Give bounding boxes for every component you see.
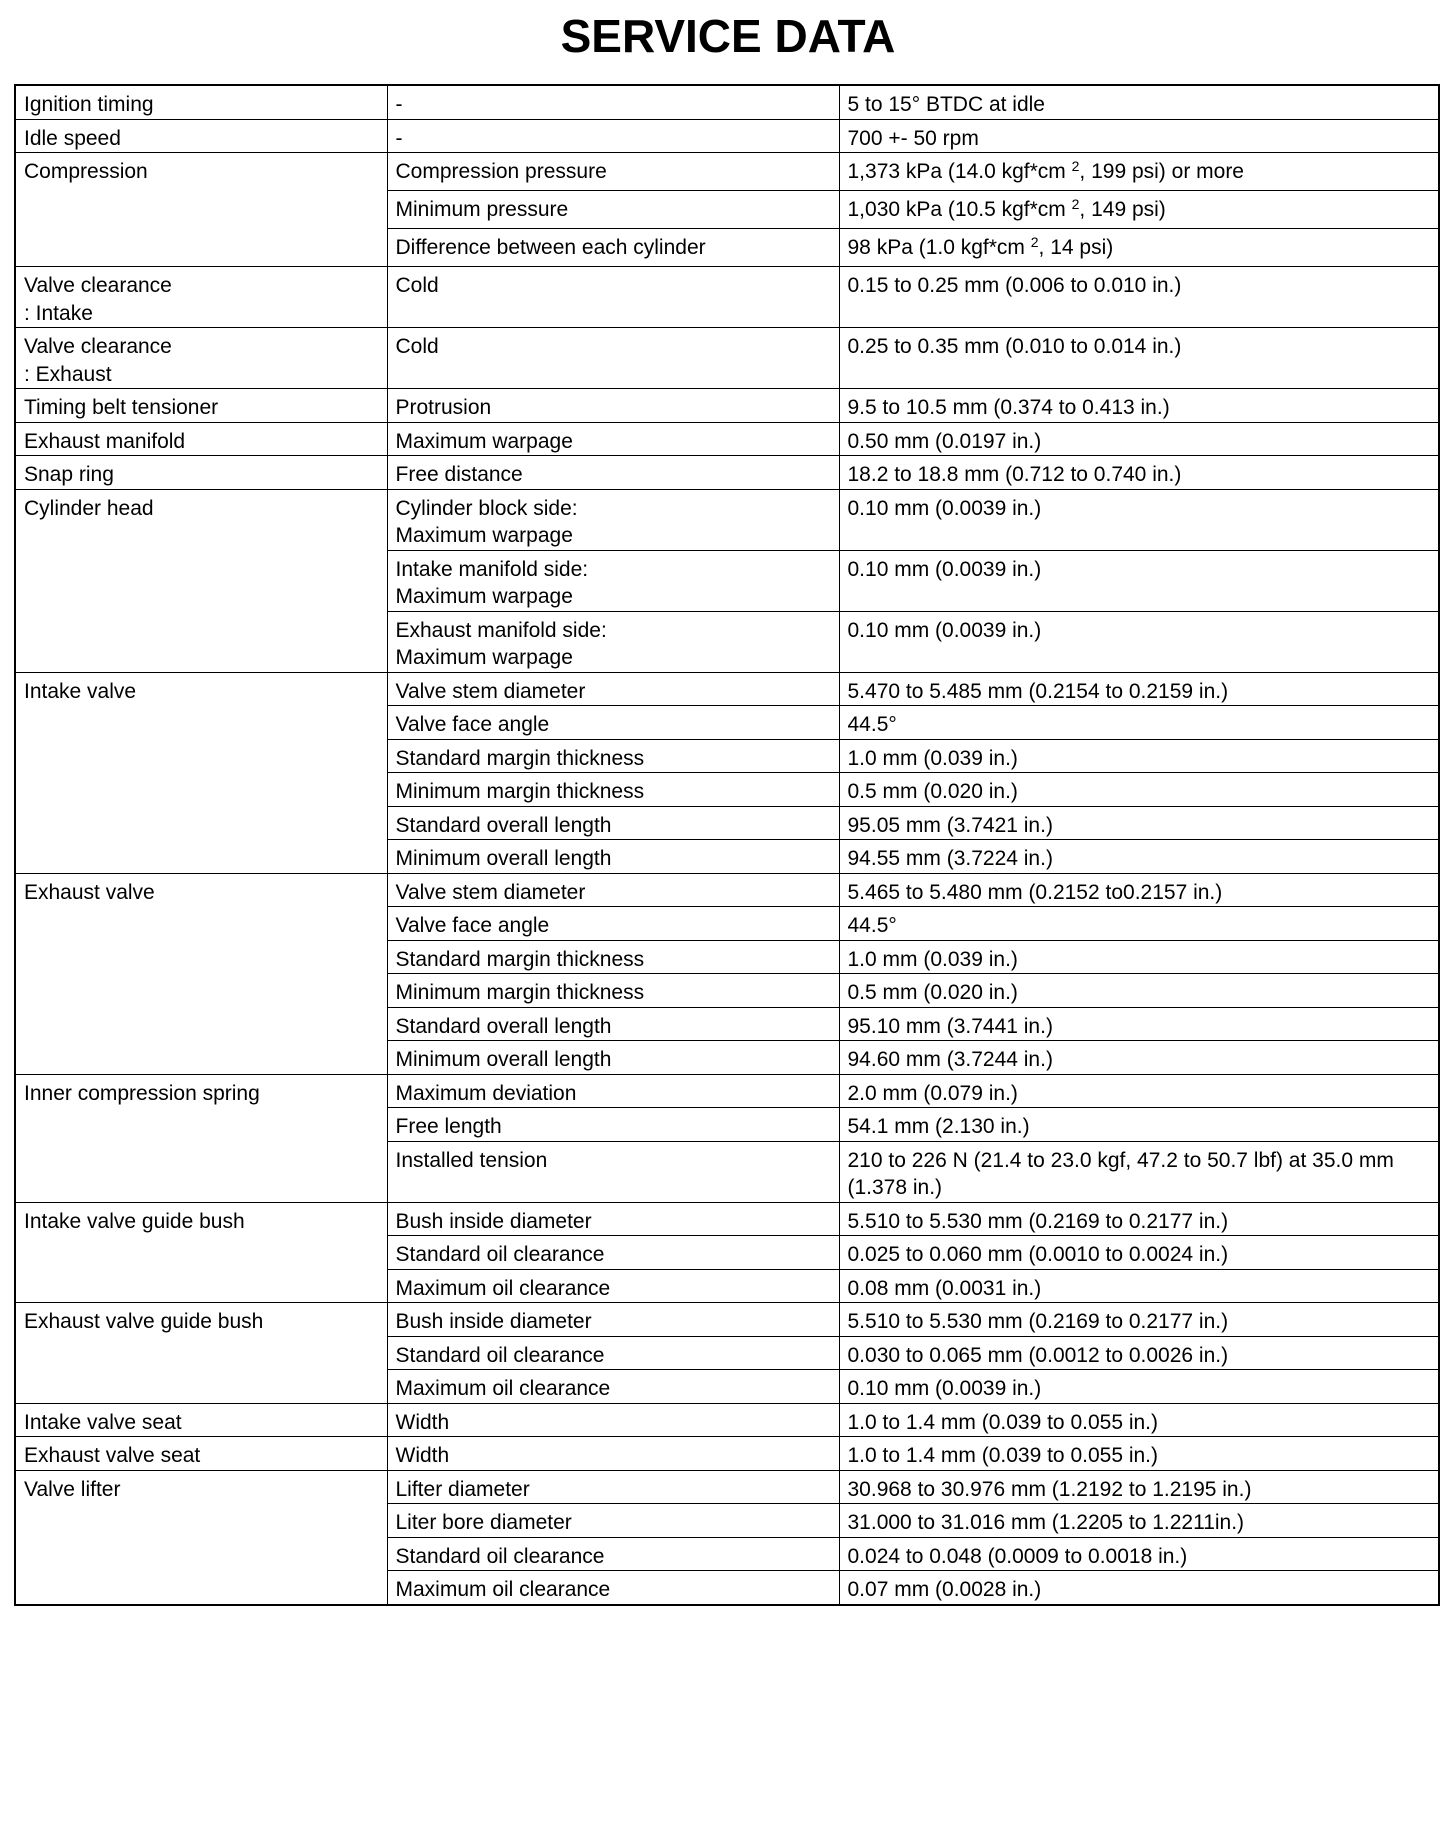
value-cell: 1.0 to 1.4 mm (0.039 to 0.055 in.) xyxy=(839,1403,1439,1437)
item-cell: Snap ring xyxy=(15,456,387,490)
item-cell: Compression xyxy=(15,153,387,267)
table-row xyxy=(15,422,1439,456)
parameter-cell: Maximum warpage xyxy=(387,422,839,456)
table-row xyxy=(15,1202,1439,1236)
parameter-cell: Minimum margin thickness xyxy=(387,773,839,807)
value-cell: 94.60 mm (3.7244 in.) xyxy=(839,1041,1439,1075)
page-title: SERVICE DATA xyxy=(560,10,896,62)
table-row xyxy=(15,1470,1439,1504)
item-cell: Exhaust valve xyxy=(15,873,387,1074)
value-cell: 94.55 mm (3.7224 in.) xyxy=(839,840,1439,874)
table-row xyxy=(15,1403,1439,1437)
parameter-cell: Cylinder block side: Maximum warpage xyxy=(387,489,839,550)
parameter-cell: Standard overall length xyxy=(387,1007,839,1041)
table-row xyxy=(15,1437,1439,1471)
value-cell: 31.000 to 31.016 mm (1.2205 to 1.2211in.) xyxy=(839,1504,1439,1538)
parameter-cell: Standard oil clearance xyxy=(387,1236,839,1270)
parameter-cell: Maximum oil clearance xyxy=(387,1269,839,1303)
value-cell xyxy=(839,191,1439,229)
value-cell: 9.5 to 10.5 mm (0.374 to 0.413 in.) xyxy=(839,389,1439,423)
table-row xyxy=(15,1074,1439,1108)
table-row xyxy=(15,267,1439,328)
value-cell: 0.10 mm (0.0039 in.) xyxy=(839,1370,1439,1404)
parameter-cell: Valve stem diameter xyxy=(387,873,839,907)
value-cell: 54.1 mm (2.130 in.) xyxy=(839,1108,1439,1142)
value-text-after: , 199 psi) or more xyxy=(1079,160,1244,183)
parameter-cell: Difference between each cylinder xyxy=(387,229,839,267)
value-cell: 5.470 to 5.485 mm (0.2154 to 0.2159 in.) xyxy=(839,672,1439,706)
parameter-cell: Standard margin thickness xyxy=(387,940,839,974)
parameter-cell: Minimum margin thickness xyxy=(387,974,839,1008)
value-cell: 5 to 15° BTDC at idle xyxy=(839,85,1439,119)
item-cell: Idle speed xyxy=(15,119,387,153)
parameter-cell: Protrusion xyxy=(387,389,839,423)
item-cell: Cylinder head xyxy=(15,489,387,672)
value-text-after: , 149 psi) xyxy=(1079,198,1166,221)
parameter-cell: Bush inside diameter xyxy=(387,1303,839,1337)
superscript: 2 xyxy=(1071,158,1080,174)
parameter-cell: Standard overall length xyxy=(387,806,839,840)
value-cell: 5.510 to 5.530 mm (0.2169 to 0.2177 in.) xyxy=(839,1303,1439,1337)
value-cell: 0.25 to 0.35 mm (0.010 to 0.014 in.) xyxy=(839,328,1439,389)
parameter-cell: Valve face angle xyxy=(387,706,839,740)
value-cell: 210 to 226 N (21.4 to 23.0 kgf, 47.2 to 50.7 lbf) at 35.0 mm (1.378 in.) xyxy=(839,1141,1439,1202)
parameter-cell: Valve face angle xyxy=(387,907,839,941)
value-text: 1,030 kPa (10.5 kgf*cm xyxy=(847,198,1072,221)
value-cell: 1.0 mm (0.039 in.) xyxy=(839,739,1439,773)
parameter-cell: Standard margin thickness xyxy=(387,739,839,773)
value-cell: 1.0 mm (0.039 in.) xyxy=(839,940,1439,974)
parameter-cell: Standard oil clearance xyxy=(387,1336,839,1370)
value-cell: 0.10 mm (0.0039 in.) xyxy=(839,489,1439,550)
table-row xyxy=(15,489,1439,550)
table-row xyxy=(15,85,1439,119)
value-cell: 0.5 mm (0.020 in.) xyxy=(839,773,1439,807)
table-row xyxy=(15,456,1439,490)
parameter-cell: Cold xyxy=(387,328,839,389)
superscript: 2 xyxy=(1071,196,1080,212)
item-cell: Timing belt tensioner xyxy=(15,389,387,423)
service-data-table-body xyxy=(15,85,1439,1605)
value-cell: 0.030 to 0.065 mm (0.0012 to 0.0026 in.) xyxy=(839,1336,1439,1370)
value-text: 98 kPa (1.0 kgf*cm xyxy=(847,236,1031,259)
superscript: 2 xyxy=(1030,234,1039,250)
table-row xyxy=(15,328,1439,389)
value-cell: 0.15 to 0.25 mm (0.006 to 0.010 in.) xyxy=(839,267,1439,328)
item-cell: Valve clearance : Exhaust xyxy=(15,328,387,389)
parameter-cell: Minimum pressure xyxy=(387,191,839,229)
table-row xyxy=(15,873,1439,907)
table-row xyxy=(15,672,1439,706)
value-cell: 0.5 mm (0.020 in.) xyxy=(839,974,1439,1008)
parameter-cell: Free distance xyxy=(387,456,839,490)
item-cell: Exhaust valve guide bush xyxy=(15,1303,387,1404)
value-cell: 1.0 to 1.4 mm (0.039 to 0.055 in.) xyxy=(839,1437,1439,1471)
parameter-cell: Compression pressure xyxy=(387,153,839,191)
value-cell: 0.50 mm (0.0197 in.) xyxy=(839,422,1439,456)
value-cell: 95.10 mm (3.7441 in.) xyxy=(839,1007,1439,1041)
value-cell: 700 +- 50 rpm xyxy=(839,119,1439,153)
value-cell: 0.024 to 0.048 (0.0009 to 0.0018 in.) xyxy=(839,1537,1439,1571)
value-cell: 0.08 mm (0.0031 in.) xyxy=(839,1269,1439,1303)
value-cell: 0.10 mm (0.0039 in.) xyxy=(839,611,1439,672)
parameter-cell: Cold xyxy=(387,267,839,328)
parameter-cell: Standard oil clearance xyxy=(387,1537,839,1571)
table-row xyxy=(15,389,1439,423)
item-cell: Valve clearance : Intake xyxy=(15,267,387,328)
value-cell: 95.05 mm (3.7421 in.) xyxy=(839,806,1439,840)
value-cell: 5.465 to 5.480 mm (0.2152 to0.2157 in.) xyxy=(839,873,1439,907)
item-cell: Inner compression spring xyxy=(15,1074,387,1202)
value-cell: 44.5° xyxy=(839,907,1439,941)
parameter-cell: Minimum overall length xyxy=(387,840,839,874)
value-text-after: , 14 psi) xyxy=(1038,236,1114,259)
parameter-cell: Bush inside diameter xyxy=(387,1202,839,1236)
item-cell: Intake valve guide bush xyxy=(15,1202,387,1303)
item-cell: Intake valve xyxy=(15,672,387,873)
value-cell: 5.510 to 5.530 mm (0.2169 to 0.2177 in.) xyxy=(839,1202,1439,1236)
value-cell: 44.5° xyxy=(839,706,1439,740)
parameter-cell: Maximum deviation xyxy=(387,1074,839,1108)
parameter-cell: Maximum oil clearance xyxy=(387,1571,839,1605)
parameter-cell: Free length xyxy=(387,1108,839,1142)
item-cell: Intake valve seat xyxy=(15,1403,387,1437)
item-cell: Exhaust manifold xyxy=(15,422,387,456)
parameter-cell: Lifter diameter xyxy=(387,1470,839,1504)
parameter-cell: Exhaust manifold side: Maximum warpage xyxy=(387,611,839,672)
item-cell: Exhaust valve seat xyxy=(15,1437,387,1471)
parameter-cell: Valve stem diameter xyxy=(387,672,839,706)
parameter-cell: Liter bore diameter xyxy=(387,1504,839,1538)
parameter-cell: Installed tension xyxy=(387,1141,839,1202)
value-cell xyxy=(839,153,1439,191)
value-cell xyxy=(839,229,1439,267)
item-cell: Ignition timing xyxy=(15,85,387,119)
parameter-cell: - xyxy=(387,85,839,119)
value-cell: 0.07 mm (0.0028 in.) xyxy=(839,1571,1439,1605)
value-cell: 2.0 mm (0.079 in.) xyxy=(839,1074,1439,1108)
parameter-cell: - xyxy=(387,119,839,153)
table-row xyxy=(15,153,1439,191)
value-cell: 30.968 to 30.976 mm (1.2192 to 1.2195 in.) xyxy=(839,1470,1439,1504)
value-cell: 0.10 mm (0.0039 in.) xyxy=(839,550,1439,611)
item-cell: Valve lifter xyxy=(15,1470,387,1605)
table-row xyxy=(15,119,1439,153)
value-cell: 0.025 to 0.060 mm (0.0010 to 0.0024 in.) xyxy=(839,1236,1439,1270)
parameter-cell: Maximum oil clearance xyxy=(387,1370,839,1404)
table-row xyxy=(15,1303,1439,1337)
value-text: 1,373 kPa (14.0 kgf*cm xyxy=(847,160,1072,183)
parameter-cell: Intake manifold side: Maximum warpage xyxy=(387,550,839,611)
value-cell: 18.2 to 18.8 mm (0.712 to 0.740 in.) xyxy=(839,456,1439,490)
parameter-cell: Minimum overall length xyxy=(387,1041,839,1075)
parameter-cell: Width xyxy=(387,1437,839,1471)
service-data-table xyxy=(14,84,1440,1606)
parameter-cell: Width xyxy=(387,1403,839,1437)
